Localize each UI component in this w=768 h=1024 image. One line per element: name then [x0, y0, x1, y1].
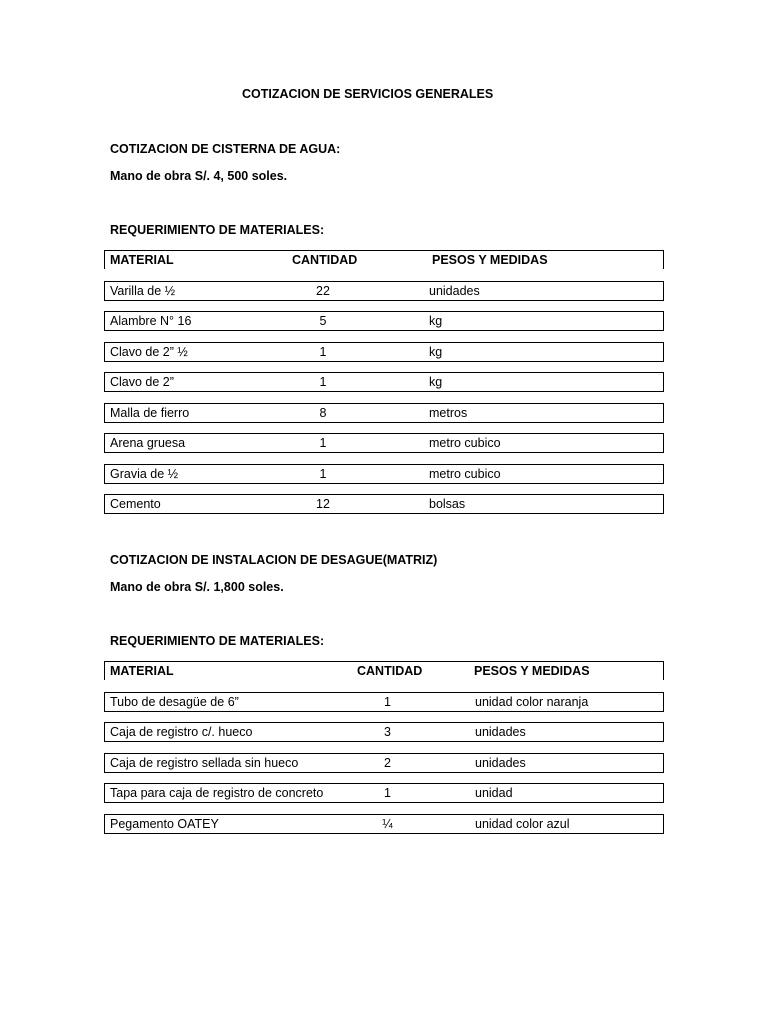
- section1-requirements-heading: REQUERIMIENTO DE MATERIALES:: [110, 223, 325, 237]
- cell-pesos-medidas: unidades: [475, 756, 526, 770]
- cell-material: Clavo de 2” ½: [110, 345, 188, 359]
- table-row: [104, 464, 664, 484]
- column-header-material: MATERIAL: [110, 253, 174, 267]
- cell-material: Varilla de ½: [110, 284, 176, 298]
- cell-material: Tapa para caja de registro de concreto: [110, 786, 324, 800]
- cell-pesos-medidas: kg: [429, 375, 443, 389]
- table-row: [104, 342, 664, 362]
- column-header-cantidad: CANTIDAD: [357, 664, 423, 678]
- cell-pesos-medidas: unidades: [475, 725, 526, 739]
- cell-pesos-medidas: unidad color naranja: [475, 695, 589, 709]
- cell-pesos-medidas: metro cubico: [429, 467, 501, 481]
- cell-pesos-medidas: metro cubico: [429, 436, 501, 450]
- cell-material: Clavo de 2”: [110, 375, 174, 389]
- cell-cantidad: 1: [384, 695, 391, 709]
- table-row: [104, 372, 664, 392]
- cell-cantidad: 3: [384, 725, 391, 739]
- cell-cantidad: 12: [316, 497, 330, 511]
- column-header-material: MATERIAL: [110, 664, 174, 678]
- table-row: [104, 814, 664, 834]
- cell-material: Gravia de ½: [110, 467, 179, 481]
- cell-pesos-medidas: unidades: [429, 284, 480, 298]
- cell-material: Pegamento OATEY: [110, 817, 219, 831]
- section1-heading: COTIZACION DE CISTERNA DE AGUA:: [110, 142, 341, 156]
- cell-material: Caja de registro c/. hueco: [110, 725, 253, 739]
- section1-labor-cost: Mano de obra S/. 4, 500 soles.: [110, 169, 288, 183]
- document-title: COTIZACION DE SERVICIOS GENERALES: [242, 87, 494, 101]
- table-row: [104, 281, 664, 301]
- cell-cantidad: 22: [316, 284, 330, 298]
- table-header-row: [104, 250, 664, 269]
- cell-material: Cemento: [110, 497, 161, 511]
- cell-cantidad: 1: [319, 467, 327, 481]
- cell-material: Caja de registro sellada sin hueco: [110, 756, 299, 770]
- table-row: [104, 783, 664, 803]
- cell-cantidad: 1: [319, 375, 327, 389]
- table-header-row: [104, 661, 664, 680]
- table-row: [104, 311, 664, 331]
- cell-cantidad: 1: [384, 786, 391, 800]
- cell-pesos-medidas: unidad color azul: [475, 817, 570, 831]
- cell-cantidad: 5: [319, 314, 327, 328]
- cell-cantidad: 1: [319, 436, 327, 450]
- table-row: [104, 692, 664, 712]
- table-row: [104, 753, 664, 773]
- cell-pesos-medidas: metros: [429, 406, 468, 420]
- table-row: [104, 433, 664, 453]
- table-row: [104, 403, 664, 423]
- cell-cantidad: 8: [319, 406, 327, 420]
- section2-labor-cost: Mano de obra S/. 1,800 soles.: [110, 580, 284, 594]
- cell-material: Malla de fierro: [110, 406, 190, 420]
- cell-cantidad: 1: [319, 345, 327, 359]
- cell-pesos-medidas: kg: [429, 314, 443, 328]
- cell-pesos-medidas: kg: [429, 345, 443, 359]
- section2-requirements-heading: REQUERIMIENTO DE MATERIALES:: [110, 634, 325, 648]
- cell-material: Arena gruesa: [110, 436, 186, 450]
- cell-pesos-medidas: bolsas: [429, 497, 466, 511]
- cell-pesos-medidas: unidad: [475, 786, 513, 800]
- cell-material: Tubo de desagüe de 6”: [110, 695, 239, 709]
- column-header-pesos-medidas: PESOS Y MEDIDAS: [474, 664, 590, 678]
- cell-cantidad: ¼: [382, 817, 393, 831]
- section2-heading: COTIZACION DE INSTALACION DE DESAGUE(MATRIZ): [110, 553, 438, 567]
- cell-material: Alambre N° 16: [110, 314, 192, 328]
- table-row: [104, 722, 664, 742]
- cell-cantidad: 2: [384, 756, 391, 770]
- column-header-pesos-medidas: PESOS Y MEDIDAS: [432, 253, 548, 267]
- column-header-cantidad: CANTIDAD: [292, 253, 358, 267]
- table-row: [104, 494, 664, 514]
